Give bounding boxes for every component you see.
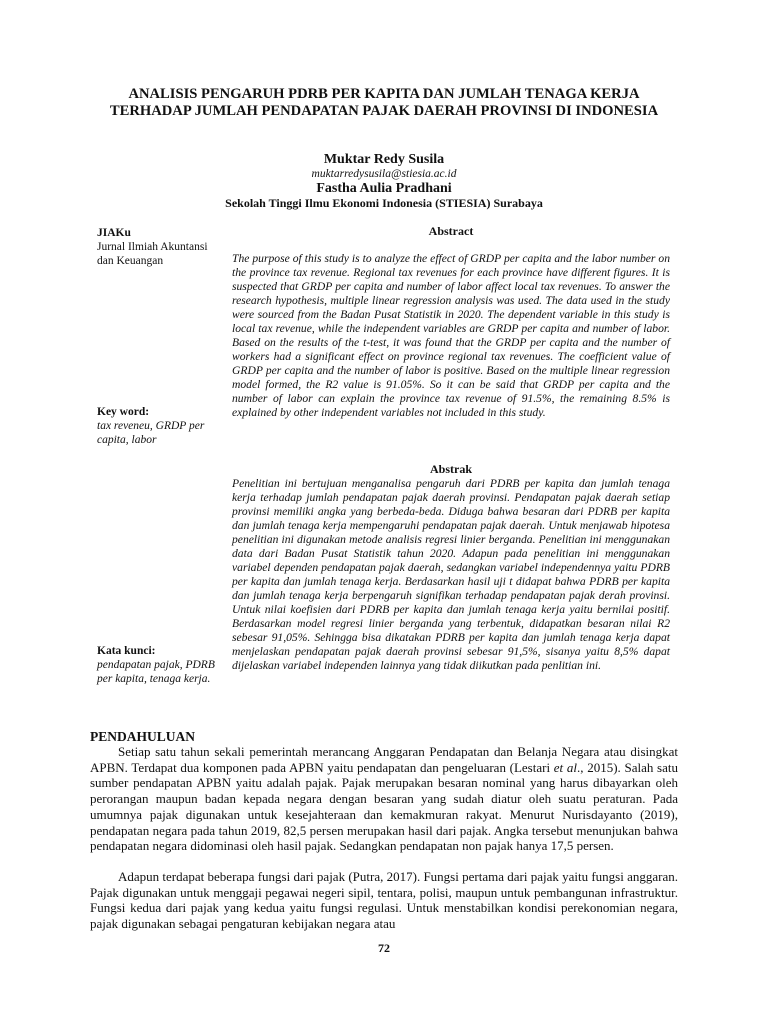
journal-info [97,226,217,268]
author-email: muktarredysusila@stiesia.ac.id [311,168,457,180]
abstract-id-heading: Abstrak [429,462,472,476]
abstract-en-heading: Abstract [428,224,474,238]
body-paragraph-2: Adapun terdapat beberapa fungsi dari pajak (Putra, 2017). Fungsi pertama dari pajak yaitu fungsi anggaran. Pajak digunakan untuk menggaji pegawai negeri sipil, tentara, polisi, maupun untuk pembangunan infrastruktur. Fungsi kedua dari pajak yang kedua yaitu fungsi regulasi. Untuk menstabilkan kondisi perekonomian negara, pajak digunakan sebagai pengaturan kebijakan negara atau [90,869,678,932]
keywords-id-label: Kata kunci: [97,645,156,657]
body-paragraph-1-part-a: Setiap satu tahun sekali pemerintah merancang Anggaran Pendapatan dan Belanja Negara atau disingkat APBN. Terdapat dua komponen pada APBN yaitu pendapatan dan pengeluaran (Lestari [90,744,678,775]
abstract-id-text: Penelitian ini bertujuan menganalisa pengaruh dari PDRB per kapita dan jumlah tenaga kerja terhadap jumlah pendapatan pajak daerah provinsi. Pendapatan pajak daerah setiap provinsi memiliki angka yang berbeda-beda. Diduga bahwa besaran dari PDRB per kapita dan jumlah tenaga kerja mempengaruhi pendapatan pajak daerah. Untuk menjawab hipotesa penelitian ini digunakan metode analisis regresi linier berganda. Penelitian ini menggunakan data dari Badan Pusat Statistik tahun 2020. Adapun pada penelitian ini menggunakan variabel dependen pendapatan pajak daerah, sedangkan variabel independennya yaitu PDRB per kapita dan jumlah tenaga kerja. Berdasarkan hasil uji t didapat bahwa PDRB per kapita dan jumlah tenaga kerja berpengaruh signifikan terhadap pendapatan pajak derah provinsi. Untuk nilai koefisien dari PDRB per kapita dan jumlah tenaga kerja yaitu bernilai positif. Berdasarkan model regresi linier berganda yang terbentuk, didapatkan besaran nilai R2 sebesar 91,05%. Sehingga bisa dikatakan PDRB per kapita dan jumlah tenaga kerja dapat menjelaskan pendapatan pajak daerah provinsi sebesar 91,5%, sisanya yaitu 8,5% dapat dijelaskan variabel independen lainnya yang tidak diikutkan pada penlitian ini. [232,477,670,672]
abstract-en-text: The purpose of this study is to analyze the effect of GRDP per capita and the labor number on the province tax revenue. Regional tax revenues for each province have different figures. It is suspected that GRDP per capita and number of labor affect local tax revenues. To answer the research hypothesis, multiple linear regression analysis was used. The data used in the study were sourced from the Badan Pusat Statistik in 2020. The dependent variable in this study is local tax revenue, while the independent variables are GRDP per capita and number of labor. Based on the results of the t-test, it was found that the GRDP per capita and the number of workers had a significant effect on province regional tax revenues. The coefficient value of GRDP per capita and the number of labor is positive. Based on the multiple linear regression model formed, the R2 value is 91.05%. So it can be said that GRDP per capita and the number of labor can explain the province tax revenue of 91.5%, the remaining 8.5% is explained by other independent variables not included in this study. [232,252,670,419]
keywords-id [97,644,217,686]
keywords-en-label: Key word: [97,406,150,418]
affiliation: Sekolah Tinggi Ilmu Ekonomi Indonesia (STIESIA) Surabaya [225,196,543,210]
author-name-1: Muktar Redy Susila [323,152,445,167]
citation-et-al: et al [553,759,577,775]
journal-code: JIAKu [97,227,131,239]
journal-name: Jurnal Ilmiah Akuntansi dan Keuangan [97,241,208,267]
page-number: 72 [378,941,390,955]
body-paragraph-1 [90,744,678,854]
body-paragraph-1-part-b: ., 2015). Salah satu sumber pendapatan APBN yaitu adalah pajak. Pajak merupakan besaran nominal yang harus dibayarkan oleh perorangan maupun badan kepada negara dengan besaran yang sudah diatur oleh suatu peraturan. Pada umumnya pajak digunakan untuk kesejahteraan dan kemakmuran rakyat. Menurut Nurisdayanto (2019), pendapatan negara pada tahun 2019, 82,5 persen merupakan hasil dari pajak. Angka tersebut menunjukan bahwa pendapatan negara didominasi oleh hasil pajak. Sedangkan pendapatan non pajak hanya 17,5 persen. [90,759,678,854]
section-heading: PENDAHULUAN [90,729,196,744]
keywords-en [97,405,217,447]
paper-title: ANALISIS PENGARUH PDRB PER KAPITA DAN JUMLAH TENAGA KERJA TERHADAP JUMLAH PENDAPATAN PAJAK DAERAH PROVINSI DI INDONESIA [109,86,659,119]
keywords-id-text: pendapatan pajak, PDRB per kapita, tenaga kerja. [97,659,215,685]
author-name-2: Fastha Aulia Pradhani [316,181,452,196]
keywords-en-text: tax reveneu, GRDP per capita, labor [97,420,205,446]
